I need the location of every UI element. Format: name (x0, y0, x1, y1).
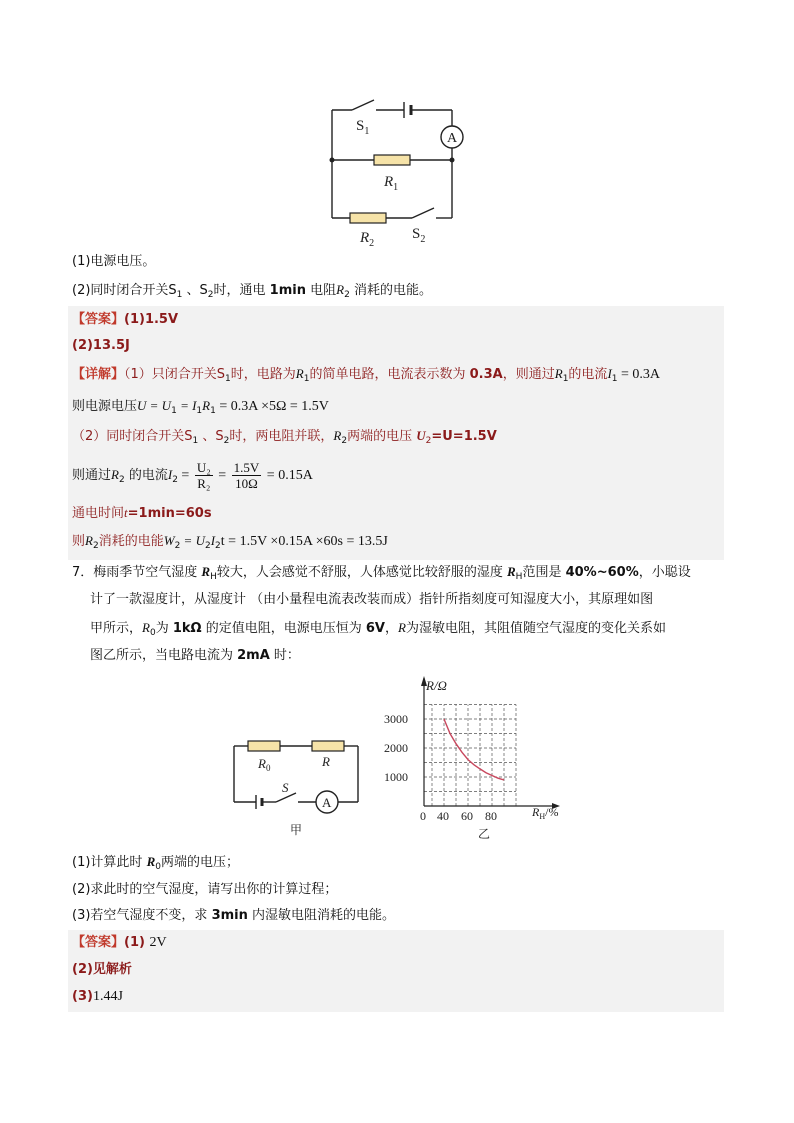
q6-detail-6: 则$R_2$消耗的电能$W_2 = U_2I_2t = 1.5V \times 0.15A \times 60s = 13.5J$ (72, 533, 388, 551)
figure-jia-label: 甲 (290, 823, 303, 837)
q6-part2: (2)同时闭合开关$S_1$ 、$S_2$时，通电 1min 电阻$R_2$ 消耗的电能。 (72, 282, 432, 300)
series-line (444, 719, 504, 780)
ammeter-label-2: A (322, 795, 332, 810)
q7-answer-3: (3)1.44J (72, 989, 123, 1004)
y-tick-label: 2000 (384, 741, 408, 755)
fraction-u2-r2: $\frac{\text{U₂}}{\text{R₂}}$ (196, 460, 211, 491)
y-tick-label: 3000 (384, 712, 408, 726)
q7-text-line-2: 计了一款湿度计，从湿度计 （由小量程电流表改装而成）指针所指刻度可知湿度大小，其原理如图 (90, 592, 654, 607)
q7-sub-3: (3)若空气湿度不变，求 3min 内湿敏电阻消耗的电能。 (72, 908, 396, 923)
q7-text-line-3: 甲所示，$R_0$为 1kΩ 的定值电阻，电源电压恒为 6V，R为湿敏电阻，其阻值随空气湿度的变化关系如 (90, 620, 666, 638)
chart-x-axis-label: $R_H/\%$ (532, 805, 559, 821)
x-tick-label: 60 (461, 809, 473, 823)
q6-detail-1: 【详解】（1）只闭合开关$S_1$时，电路为$R_1$的简单电路，电流表示数为 0.3A，则通过$R_1$的电流$I_1 = 0.3A$ (72, 366, 661, 384)
q6-answer-2: (2)13.5J (72, 338, 130, 353)
q6-detail-4: 则通过$R_2$ 的电流$I_2$ = $\frac{\text{U₂}}{\text{R₂}}$ = $\frac{1.5V}{10\Omega}$ = 0.15A (72, 460, 313, 491)
q6-answer-1: 【答案】(1)1.5V (72, 312, 179, 327)
fraction-values: $\frac{1.5V}{10\Omega}$ (233, 460, 260, 491)
chart-y-axis-label: R/Ω (426, 678, 447, 693)
resistor-r1-label: $R_1$ (384, 174, 399, 193)
switch-s1-label: $S_1$ (356, 118, 370, 137)
q6-part1: (1)电源电压。 (72, 254, 156, 269)
resistor-r2-label: $R_2$ (360, 230, 375, 249)
x-tick-label: 0 (420, 809, 426, 823)
q6-detail-5: 通电时间t=1min=60s (72, 505, 212, 521)
x-tick-label: 40 (437, 809, 449, 823)
q7-answer-2: (2)见解析 (72, 962, 132, 977)
y-tick-label: 1000 (384, 770, 408, 784)
figure-yi-label: 乙 (478, 827, 491, 841)
q7-sub-1: (1)计算此时 $R_0$两端的电压； (72, 854, 239, 872)
q6-detail-2: 则电源电压$U = U_1 = I_1R_1 = 0.3A \times 5\Omega = 1.5V$ (72, 398, 329, 416)
circuit-diagram-jia (226, 730, 366, 842)
q6-detail-3: （2）同时闭合开关$S_1$ 、$S_2$时，两电阻并联，$R_2$两端的电压 $U_2=U=1.5V$ (72, 428, 497, 446)
resistor-r0-label: $R_0$ (258, 756, 271, 773)
circuit-diagram-1 (320, 92, 480, 252)
resistor-r-label: R (322, 754, 330, 769)
q7-text-line-4: 图乙所示，当电路电流为 2mA 时： (90, 648, 300, 663)
switch-s-label: S (282, 780, 289, 795)
x-tick-label: 80 (485, 809, 497, 823)
q7-answer-1: 【答案】(1) 2V (72, 935, 167, 950)
switch-s2-label: $S_2$ (412, 226, 426, 245)
ammeter-label: A (447, 131, 458, 146)
q7-sub-2: (2)求此时的空气湿度，请写出你的计算过程； (72, 882, 338, 897)
humidity-resistance-chart (380, 672, 580, 844)
q7-text-line-1: 7．梅雨季节空气湿度 $R_H$较大，人会感觉不舒服，人体感觉比较舒服的湿度 $R_H$范围是 40%~60%，小聪设 (72, 564, 691, 582)
